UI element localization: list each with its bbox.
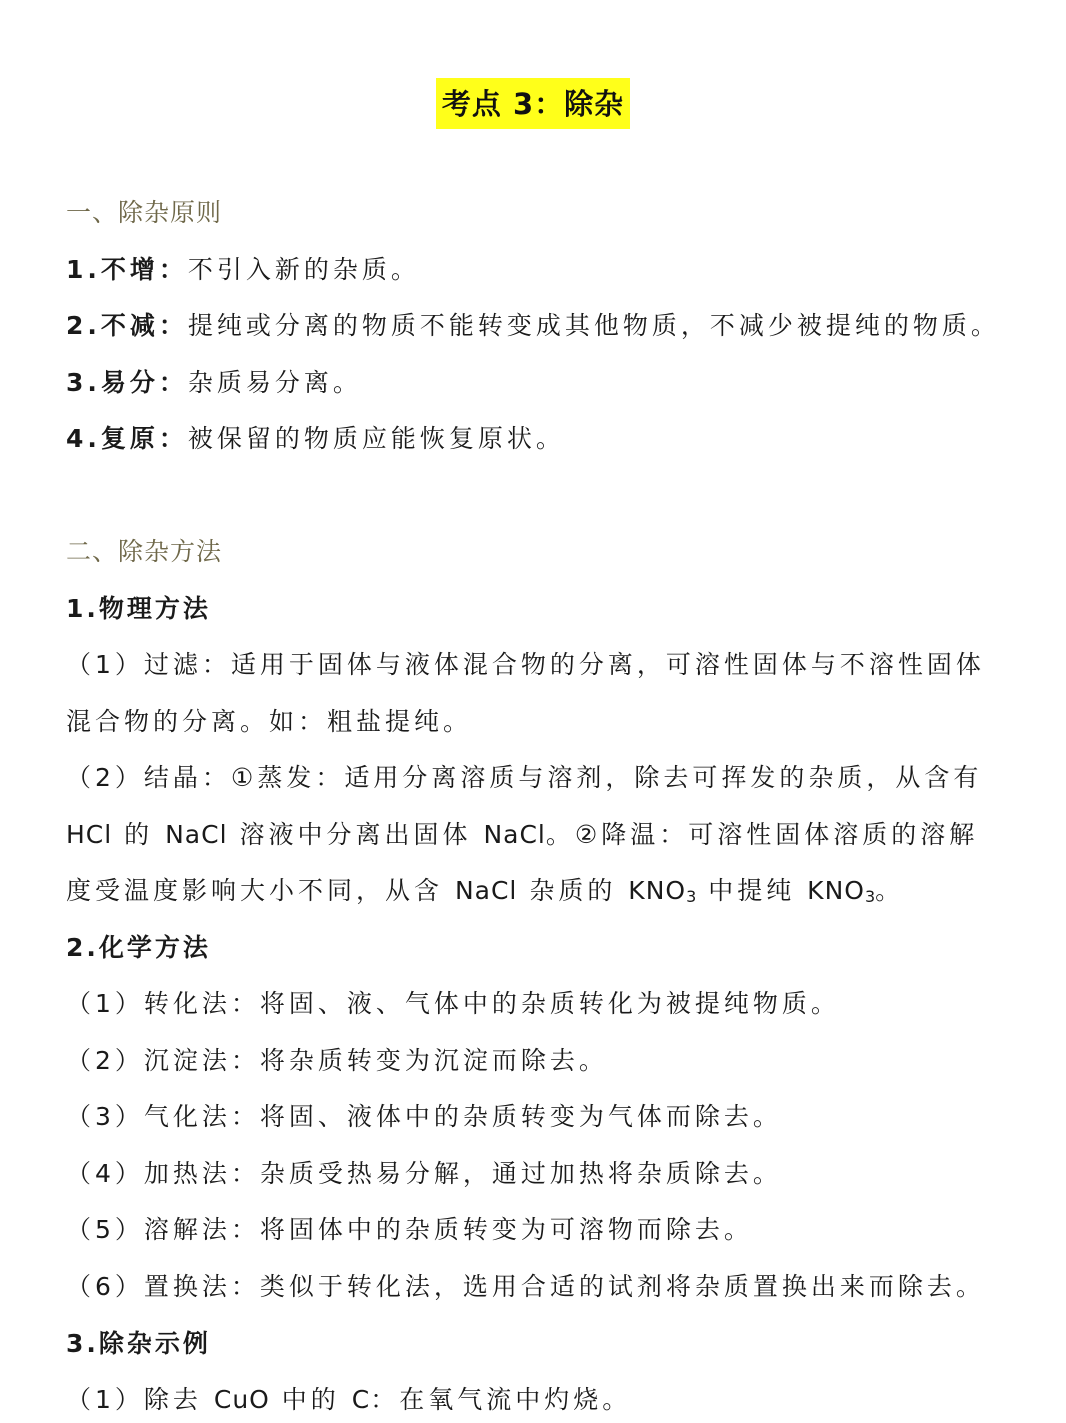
principle-text: 提纯或分离的物质不能转变成其他物质，不减少被提纯的物质。 (187, 311, 1000, 340)
principle-item (66, 422, 565, 456)
formula-cuo: CuO (213, 1385, 270, 1414)
principle-text: 不引入新的杂质。 (187, 255, 420, 284)
text-fragment: 中的 (269, 1385, 352, 1414)
examples-heading: 3.除杂示例 (66, 1329, 211, 1358)
title-container (0, 78, 1066, 129)
principle-item (66, 366, 362, 400)
formula-nacl: NaCl (165, 820, 228, 849)
page-title: 考点 3：除杂 (436, 78, 630, 129)
section1-heading: 一、除杂原则 (66, 198, 223, 227)
principle-label: 1.不增： (66, 255, 188, 284)
text-fragment: 杂质的 (517, 876, 629, 905)
text-fragment: 。②降温：可溶性固体溶质的溶解 (545, 820, 979, 849)
text-fragment: ：在氧气流中灼烧。 (370, 1385, 632, 1414)
chemical-method-item: （1）转化法：将固、液、气体中的杂质转化为被提纯物质。 (66, 989, 840, 1018)
chemical-methods-heading: 2.化学方法 (66, 933, 211, 962)
text-fragment: 的 (112, 820, 166, 849)
formula-kno3: $KNO_3$ (628, 876, 697, 906)
principle-label: 3.易分： (66, 368, 188, 397)
example-item (66, 1383, 631, 1417)
formula-nacl: NaCl (483, 820, 546, 849)
principle-item (66, 253, 420, 287)
principle-item (66, 309, 1000, 343)
crystallization-line-3 (66, 874, 904, 908)
formula-nacl: NaCl (454, 876, 518, 905)
filter-line-2: 混合物的分离。如：粗盐提纯。 (66, 707, 473, 736)
chemical-method-item: （6）置换法：类似于转化法，选用合适的试剂将杂质置换出来而除去。 (66, 1272, 985, 1301)
formula-kno3: $KNO_3$ (807, 876, 876, 906)
text-fragment: （1）除去 (66, 1385, 214, 1414)
section2-heading: 二、除杂方法 (66, 537, 223, 566)
text-fragment: 度受温度影响大小不同，从含 (66, 876, 455, 905)
crystallization-line-1: （2）结晶：①蒸发：适用分离溶质与溶剂，除去可挥发的杂质，从含有 (66, 763, 983, 792)
formula-hcl: HCl (66, 820, 113, 849)
principle-text: 杂质易分离。 (187, 368, 362, 397)
principle-label: 2.不减： (66, 311, 188, 340)
filter-line-1: （1）过滤：适用于固体与液体混合物的分离，可溶性固体与不溶性固体 (66, 650, 985, 679)
chemical-method-item: （4）加热法：杂质受热易分解，通过加热将杂质除去。 (66, 1159, 782, 1188)
chemical-method-item: （3）气化法：将固、液体中的杂质转变为气体而除去。 (66, 1102, 782, 1131)
formula-c: C (351, 1385, 371, 1414)
text-fragment: 。 (875, 876, 905, 905)
principle-label: 4.复原： (66, 424, 188, 453)
text-fragment: 中提纯 (696, 876, 808, 905)
chemical-method-item: （2）沉淀法：将杂质转变为沉淀而除去。 (66, 1046, 608, 1075)
physical-methods-heading: 1.物理方法 (66, 594, 211, 623)
chemical-method-item: （5）溶解法：将固体中的杂质转变为可溶物而除去。 (66, 1215, 753, 1244)
text-fragment: 溶液中分离出固体 (227, 820, 484, 849)
crystallization-line-2 (66, 818, 978, 852)
principle-text: 被保留的物质应能恢复原状。 (187, 424, 565, 453)
